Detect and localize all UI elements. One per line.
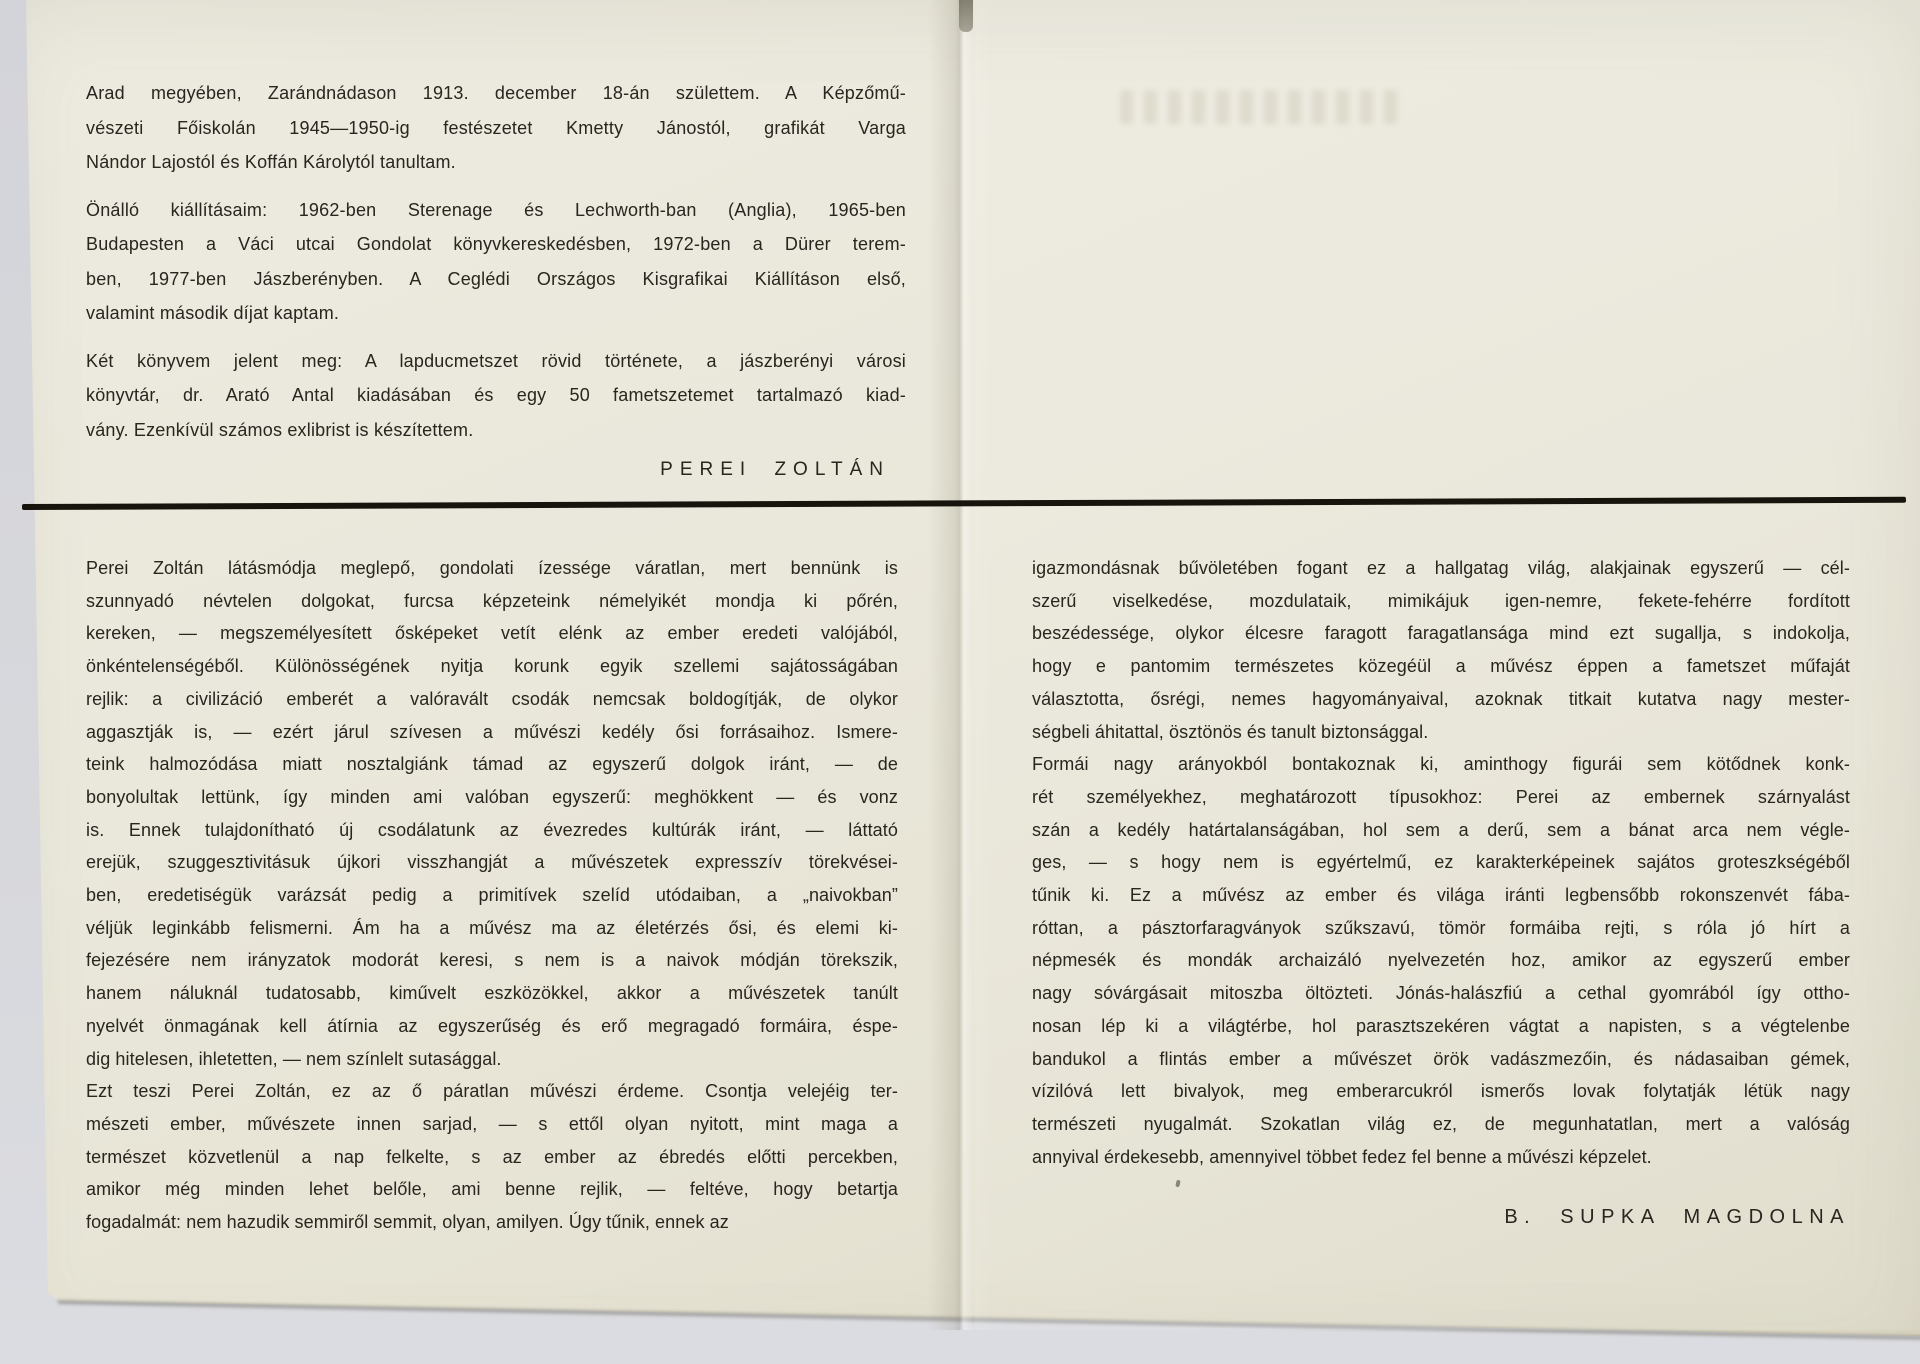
critic-signature: B. SUPKA MAGDOLNA bbox=[1504, 1206, 1850, 1228]
paragraph bbox=[86, 552, 898, 1075]
text-line: véljük leginkább felismerni. Ám ha a művész ma az életérzés ősi, és elemi ki- bbox=[86, 917, 898, 938]
text-line: ben, 1977-ben Jászberényben. A Ceglédi Országos Kisgrafikai Kiállításon első, bbox=[86, 268, 906, 289]
paragraph bbox=[86, 76, 906, 180]
paragraph bbox=[1032, 552, 1850, 748]
text-line: Önálló kiállításaim: 1962-ben Sterenage és Lechworth-ban (Anglia), 1965-ben bbox=[86, 199, 906, 220]
text-line: kereken, — megszemélyesített ősképeket vetít elénk az ember eredeti valójából, bbox=[86, 623, 898, 644]
text-line: annyival érdekesebb, amennyivel többet fedez fel benne a művészi képzelet. bbox=[1032, 1146, 1652, 1167]
text-line: természeti nyugalmát. Szokatlan világ ez, de megunhatatlan, mert a valóság bbox=[1032, 1113, 1850, 1134]
text-line: nagy sóvárgásait mitoszba öltözteti. Jónás-halászfiú a cethal gyomrából így ottho- bbox=[1032, 983, 1850, 1004]
text-line: teink halmozódása miatt nosztalgiánk támad az egyszerű dolgok iránt, — de bbox=[86, 754, 898, 775]
essay-right-column bbox=[1032, 552, 1850, 1173]
text-line: ben, eredetiségük varázsát pedig a primitívek szelíd utódaiban, a „naivokban” bbox=[86, 885, 898, 906]
text-line: erejük, szuggesztivitásuk újkori visszhangját a művészetek expresszív törekvései- bbox=[86, 852, 898, 873]
text-line: nyelvét önmagának kell átírnia az egyszerűség és erő megragadó formáira, éspe- bbox=[86, 1015, 898, 1036]
text-line: önkéntelenségéből. Különösségének nyitja korunk egyik szellemi sajátosságában bbox=[86, 656, 898, 677]
essay-left-column bbox=[86, 552, 898, 1239]
text-line: rét személyekhez, meghatározott típusokhoz: Perei az embernek szárnyalást bbox=[1032, 786, 1850, 807]
text-line: bandukol a flintás ember a művészet örök vadászmezőin, és nádasaiban gémek, bbox=[1032, 1048, 1850, 1069]
text-line: nosan lép ki a világtérbe, hol parasztszekéren vágtat a napisten, s a végtelenbe bbox=[1032, 1015, 1850, 1036]
text-line: választotta, ősrégi, nemes hagyományaival, azoknak titkait kutatva nagy mester- bbox=[1032, 688, 1850, 709]
text-line: beszédessége, olykor élcesre faragott faragatlansága mind ezt sugallja, s indokolja, bbox=[1032, 623, 1850, 644]
text-line: szunnyadó névtelen dolgokat, furcsa képzeteink némelyikét mondja ki pőrén, bbox=[86, 590, 898, 611]
text-line: népmesék és mondák archaizáló nyelvezetén hoz, amikor az egyszerű ember bbox=[1032, 950, 1850, 971]
text-line: bonyolultak lettünk, így minden ami valóban egyszerű: meghökkent — és vonz bbox=[86, 786, 898, 807]
text-line: könyvtár, dr. Arató Antal kiadásában és egy 50 fametszetemet tartalmazó kiad- bbox=[86, 385, 906, 405]
text-line: is. Ennek tulajdonítható új csodálatunk az évezredes kultúrák iránt, — láttató bbox=[86, 819, 898, 840]
text-line: hogy e pantomim természetes közegéül a művész éppen a fametszet műfaját bbox=[1032, 656, 1850, 677]
text-line: vészeti Főiskolán 1945—1950-ig festészetet Kmetty Jánostól, grafikát Varga bbox=[86, 117, 906, 138]
text-line: Budapesten a Váci utcai Gondolat könyvkereskedésben, 1972-ben a Dürer terem- bbox=[86, 234, 906, 254]
text-line: szerű viselkedése, mozdulataik, mimikájuk igen-nemre, fekete-fehérre fordított bbox=[1032, 590, 1850, 611]
text-line: aggasztják is, — ezért járul szívesen a művészi kedély ősi forrásaihoz. Ismere- bbox=[86, 721, 898, 742]
author-signature: PEREI ZOLTÁN bbox=[660, 459, 890, 480]
paragraph bbox=[86, 1075, 898, 1239]
text-line: szán a kedély határtalanságában, hol sem a derű, sem a bánat arca nem végle- bbox=[1032, 819, 1850, 840]
text-line: valamint második díjat kaptam. bbox=[86, 303, 340, 323]
text-line: Ezt teszi Perei Zoltán, ez az ő páratlan művészi érdeme. Csontja velejéig ter- bbox=[86, 1081, 898, 1102]
text-line: Két könyvem jelent meg: A lapducmetszet rövid története, a jászberényi városi bbox=[86, 350, 906, 371]
text-line: ges, — s hogy nem is egyértelmű, ez karakterképeinek sajátos groteszkségéből bbox=[1032, 852, 1850, 873]
text-line: hanem náluknál tudatosabb, kiművelt eszközökkel, akkor a művészetek tanúlt bbox=[86, 983, 898, 1004]
text-line: fejezésére nem irányzatok modorát keresi, s nem is a naivok módján törekszik, bbox=[86, 950, 898, 971]
text-line: vízilóvá lett bivalyok, meg emberarcukról ismerős lovak folytatják létük nagy bbox=[1032, 1081, 1850, 1102]
text-line: tűnik ki. Ez a művész az ember és világa iránti legbensőbb rokonszenvét fába- bbox=[1032, 885, 1850, 906]
paragraph bbox=[86, 344, 906, 448]
text-line: dig hitelesen, ihletetten, — nem színlelt sutasággal. bbox=[86, 1048, 502, 1069]
text-line: Arad megyében, Zarándnádason 1913. december 18-án születtem. A Képzőmű- bbox=[86, 83, 906, 103]
text-line: fogadalmát: nem hazudik semmiről semmit, olyan, amilyen. Úgy tűnik, ennek az bbox=[86, 1212, 729, 1233]
biography-block bbox=[86, 76, 906, 447]
text-line: róttan, a pásztorfaragványok szűkszavú, tömör formáiba rejti, s róla jó hírt a bbox=[1032, 917, 1850, 938]
text-line: vány. Ezenkívül számos exlibrist is készítettem. bbox=[86, 419, 474, 440]
text-line: rejlik: a civilizáció emberét a valóravált csodák nemcsak boldogítják, de olykor bbox=[86, 688, 898, 709]
divider-rule bbox=[22, 497, 1906, 510]
text-line: természet közvetlenül a nap felkelte, s az ember az ébredés előtti percekben, bbox=[86, 1146, 898, 1167]
text-line: mészeti ember, művészete innen sarjad, — s ettől olyan nyitott, mint maga a bbox=[86, 1113, 898, 1134]
text-line: Nándor Lajostól és Koffán Károlytól tanultam. bbox=[86, 152, 456, 172]
text-line: amikor még minden lehet belőle, ami benne rejlik, — feltéve, hogy betartja bbox=[86, 1179, 898, 1200]
text-line: ségbeli áhitattal, ösztönös és tanult biztonsággal. bbox=[1032, 721, 1429, 742]
paragraph bbox=[1032, 748, 1850, 1173]
text-line: igazmondásnak bűvöletében fogant ez a hallgatag világ, alakjainak egyszerű — cél- bbox=[1032, 558, 1850, 578]
text-line: Formái nagy arányokból bontakoznak ki, aminthogy figurái sem kötődnek konk- bbox=[1032, 754, 1850, 775]
paragraph bbox=[86, 193, 906, 331]
text-line: Perei Zoltán látásmódja meglepő, gondolati ízessége váratlan, mert bennünk is bbox=[86, 558, 898, 578]
